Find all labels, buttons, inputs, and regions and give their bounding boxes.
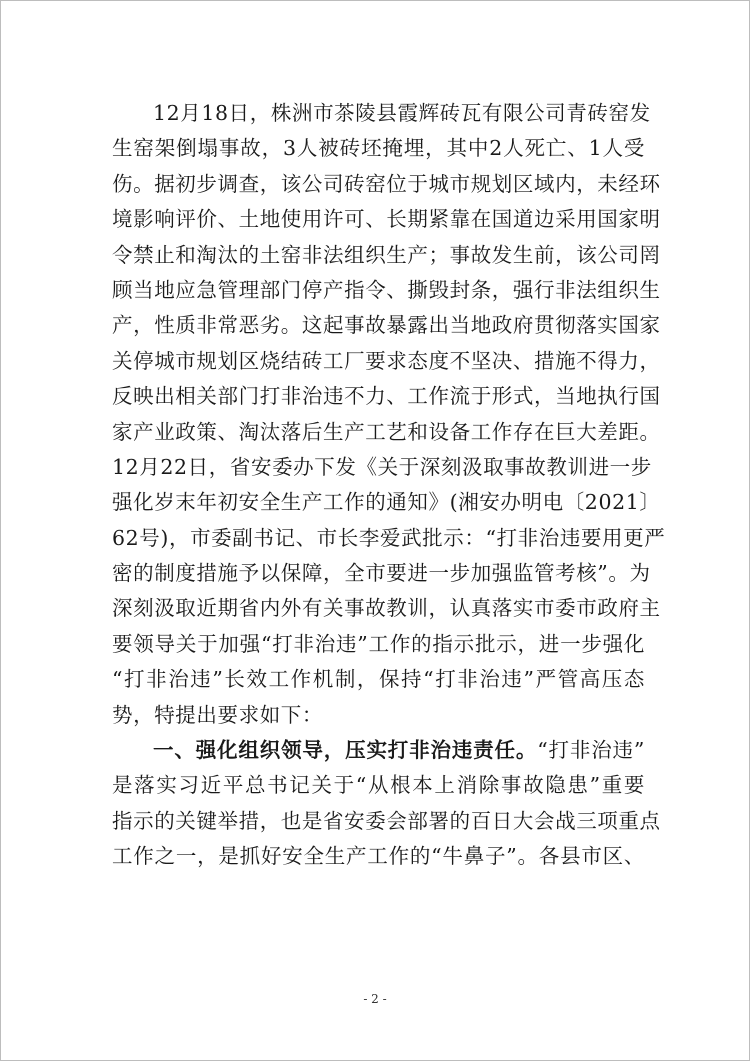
text-line: 62号)，市委副书记、市长李爱武批示：“打非治违要用更严 (112, 525, 666, 550)
document-body (112, 96, 666, 875)
text-line: 强化岁末年初安全生产工作的通知》(湘安办明电〔2021〕 (112, 490, 661, 515)
text-line: 生窑架倒塌事故，3人被砖坯掩埋，其中2人死亡、1人受 (112, 136, 645, 161)
text-line: 令禁止和淘汰的土窑非法组织生产；事故发生前，该公司罔 (112, 242, 661, 267)
text-line: 要领导关于加强“打非治违”工作的指示批示，进一步强化 (112, 631, 645, 656)
text-line: 指示的关键举措，也是省安委会部署的百日大会战三项重点 (112, 808, 661, 833)
text-line: 工作之一，是抓好安全生产工作的“牛鼻子”。各县市区、 (112, 844, 645, 869)
text-line: 家产业政策、淘汰落后生产工艺和设备工作存在巨大差距。 (112, 419, 661, 444)
text-line: 12月22日，省安委办下发《关于深刻汲取事故教训进一步 (112, 454, 652, 479)
text-line: 是落实习近平总书记关于“从根本上消除事故隐患”重要 (112, 773, 645, 798)
page-number: - 2 - (363, 992, 387, 1006)
text-line: 关停城市规划区烧结砖工厂要求态度不坚决、措施不得力， (112, 348, 661, 373)
text-line: 密的制度措施予以保障，全市要进一步加强监管考核”。为 (112, 561, 651, 586)
section-heading-line (112, 733, 645, 768)
text-line: 深刻汲取近期省内外有关事故教训，认真落实市委市政府主 (112, 596, 661, 621)
text-line: 境影响评价、土地使用许可、长期紧靠在国道边采用国家明 (112, 207, 661, 232)
text-line: 12月18日，株洲市茶陵县霞辉砖瓦有限公司青砖窑发 (153, 101, 651, 125)
text-line: 产，性质非常恶劣。这起事故暴露出当地政府贯彻落实国家 (112, 313, 661, 338)
text-line: 伤。据初步调查，该公司砖窑位于城市规划区域内，未经环 (112, 171, 661, 196)
text-line: 反映出相关部门打非治违不力、工作流于形式，当地执行国 (112, 384, 661, 409)
text-line: “打非治违”长效工作机制，保持“打非治违”严管高压态 (112, 667, 645, 692)
text-line: 势，特提出要求如下： (112, 702, 323, 727)
section-heading-rest: “打非治违” (537, 738, 645, 763)
section-heading: 一、强化组织领导，压实打非治违责任。 (153, 738, 538, 763)
text-line: 顾当地应急管理部门停产指令、撕毁封条，强行非法组织生 (112, 277, 661, 302)
